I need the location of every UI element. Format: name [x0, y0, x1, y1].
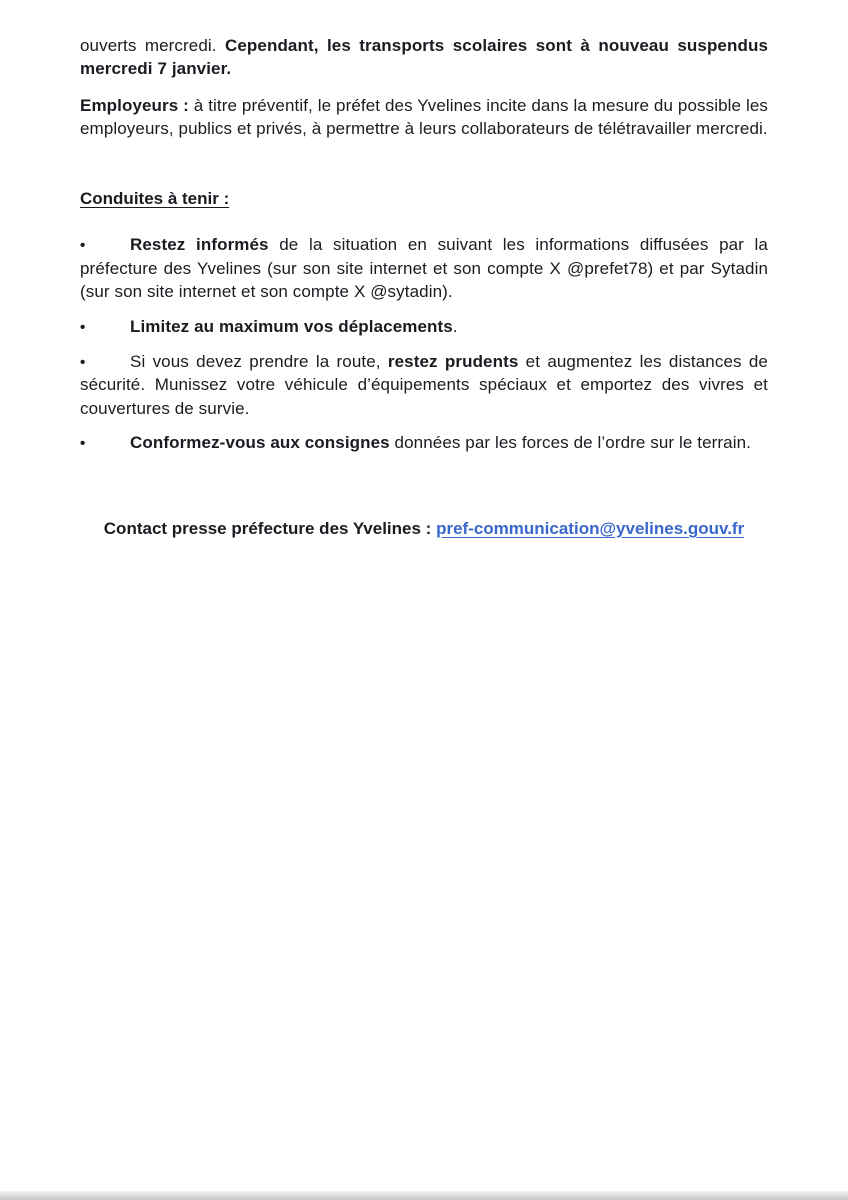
- text-segment: ouverts mercredi.: [80, 36, 225, 55]
- bullet-conformez-consignes: [80, 431, 768, 455]
- text-segment-bold: Conformez-vous aux consignes: [130, 433, 390, 453]
- text-segment-bold: Limitez au maximum vos déplacements: [130, 316, 453, 336]
- bullet-restez-prudents: [80, 350, 768, 421]
- text-segment: de la situation en suivant les informations diffusées par la préfecture des Yvelines (sur son site internet et son compte X @prefet78) et par Sytadin (sur son site internet et son compte X @sytadin).: [80, 235, 768, 302]
- press-contact-line: [80, 517, 768, 540]
- text-segment: données par les forces de l’ordre sur le terrain.: [389, 433, 751, 453]
- paragraph-employeurs: [80, 94, 768, 141]
- text-segment: et augmentez les distances de sécurité. Munissez votre véhicule d’équipements spéciaux et emportez des vivres et couvertures de survie.: [80, 351, 768, 418]
- text-segment-bold: restez prudents: [387, 351, 519, 371]
- bullet-icon: •: [80, 318, 86, 336]
- text-segment-bold: Employeurs :: [80, 95, 189, 115]
- page-bottom-edge: [0, 1191, 848, 1200]
- press-contact-label: Contact presse préfecture des Yvelines :: [103, 518, 437, 538]
- bullet-icon: •: [80, 237, 86, 255]
- paragraph-transports: [80, 34, 768, 81]
- text-segment: .: [452, 316, 458, 336]
- text-segment-bold: Restez informés: [130, 235, 269, 255]
- bullet-icon: •: [80, 353, 86, 371]
- text-segment: à titre préventif, le préfet des Yvelines incite dans la mesure du possible les employeurs, publics et privés, à permettre à leurs collaborateurs de télétravailler mercredi.: [80, 95, 768, 139]
- bullet-icon: •: [80, 435, 86, 453]
- section-heading-conduites: [80, 187, 768, 210]
- press-contact-email-link[interactable]: pref-communication@yvelines.gouv.fr: [436, 518, 745, 538]
- heading-text: Conduites à tenir :: [80, 188, 230, 208]
- text-segment: Si vous devez prendre la route,: [130, 351, 388, 371]
- bullet-restez-informes: [80, 233, 768, 304]
- bullet-limitez-deplacements: [80, 315, 768, 339]
- text-segment-bold: Cependant, les transports scolaires sont à nouveau suspendus mercredi 7 janvier.: [80, 36, 768, 79]
